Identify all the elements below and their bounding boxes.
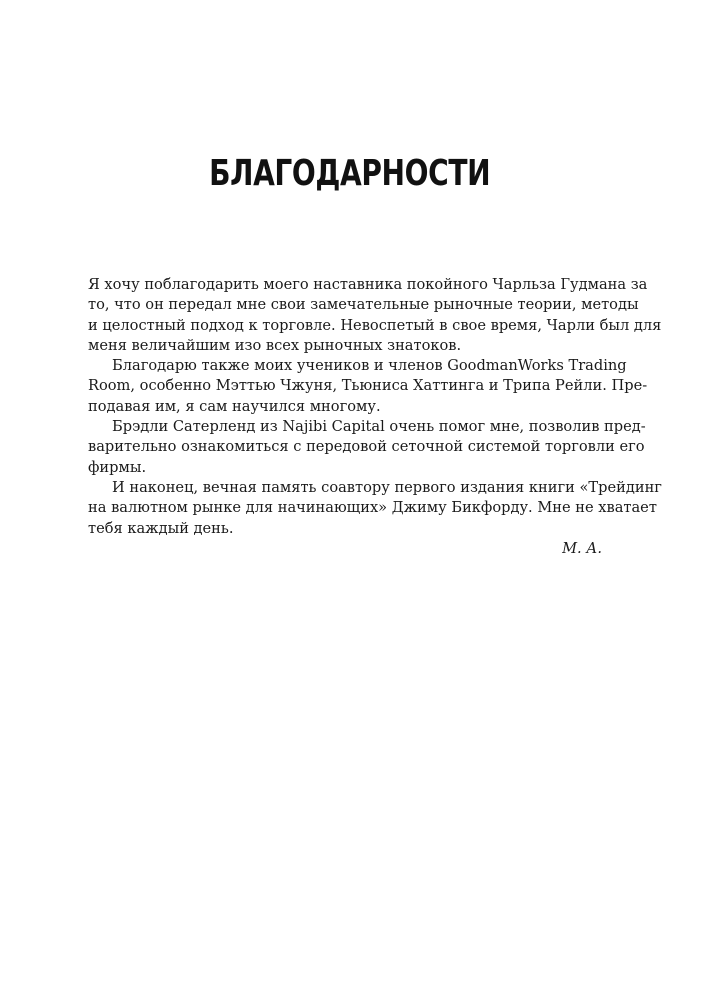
text-line: тебя каждый день. (88, 519, 234, 537)
paragraph-4 (88, 478, 662, 539)
page-title: БЛАГОДАРНОСТИ (209, 153, 491, 194)
author-signature: М. А. (562, 539, 602, 557)
paragraph-3 (88, 417, 646, 478)
text-line: варительно ознакомиться с передовой сеточной системой торговли его (88, 438, 645, 456)
text-line: фирмы. (88, 458, 147, 476)
paragraph-1 (88, 275, 662, 356)
text-line: на валютном рынке для начинающих» Джиму Бикфорду. Мне не хватает (88, 499, 657, 517)
text-line: И наконец, вечная память соавтору первого издания книги «Трейдинг (112, 478, 662, 496)
text-line: Room, особенно Мэттью Чжуня, Тьюниса Хаттинга и Трипа Рейли. Пре- (88, 377, 648, 395)
text-line: Благодарю также моих учеников и членов GoodmanWorks Trading (112, 357, 627, 375)
text-line: Я хочу поблагодарить моего наставника покойного Чарльза Гудмана за (88, 276, 648, 293)
text-line: то, что он передал мне свои замечательные рыночные теории, методы (88, 296, 639, 314)
text-line: Брэдли Сатерленд из Najibi Capital очень помог мне, позволив пред- (112, 418, 646, 436)
text-line: меня величайшим изо всех рыночных знатоков. (88, 336, 462, 354)
paragraph-2 (88, 356, 648, 417)
text-line: подавая им, я сам научился многому. (88, 397, 381, 415)
acknowledgements-text (88, 275, 662, 559)
text-line: и целостный подход к торговле. Невоспетый в свое время, Чарли был для (88, 316, 662, 334)
